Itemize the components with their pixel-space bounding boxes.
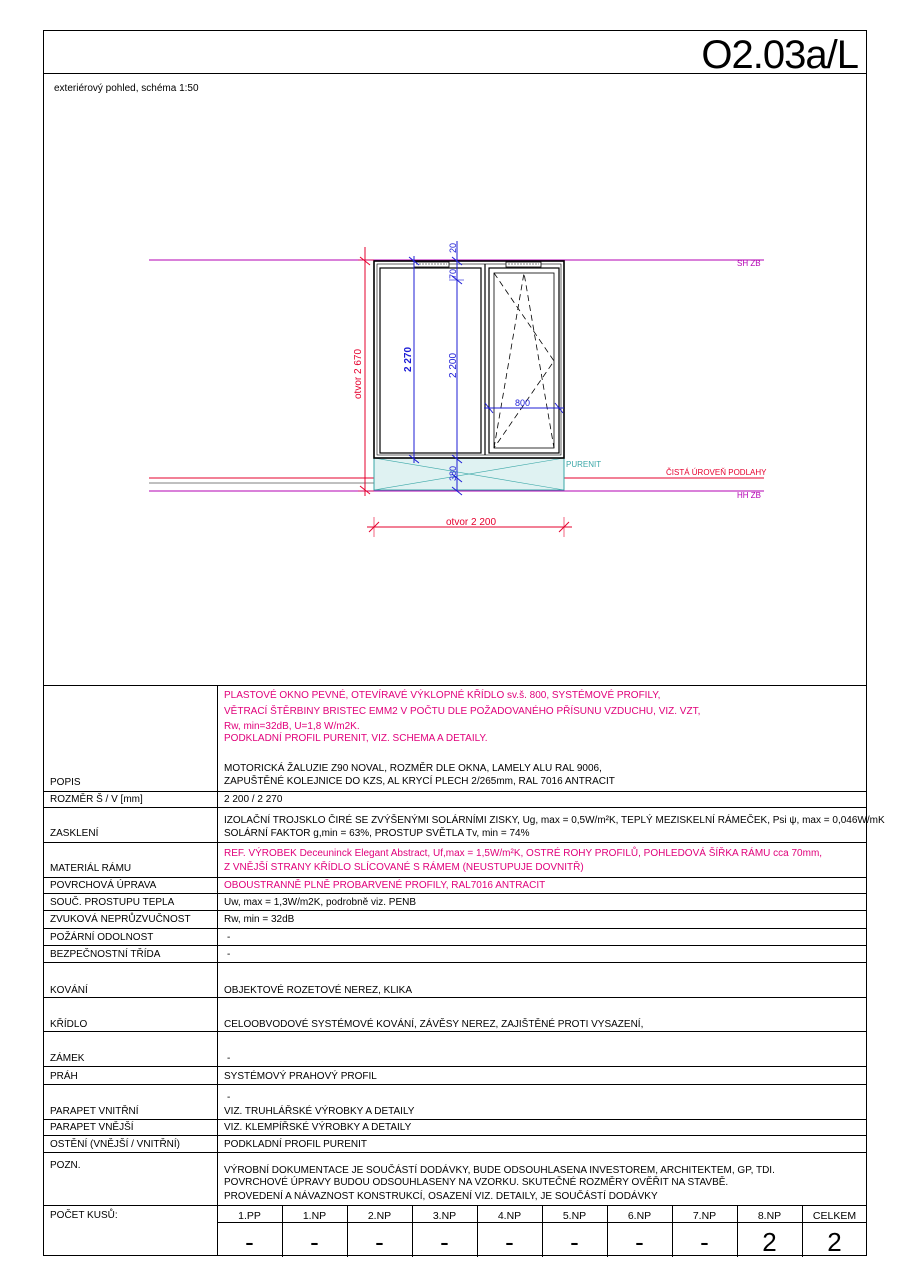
parapet-ve-value: VIZ. KLEMPÍŘSKÉ VÝROBKY A DETAILY (224, 1122, 412, 1133)
dim-2270: 2 270 (403, 346, 414, 372)
zaskleni-label: ZASKLENÍ (50, 828, 99, 839)
zamek-label: ZÁMEK (50, 1053, 85, 1064)
souc-value: Uw, max = 1,3W/m2K, podrobně viz. PENB (224, 897, 417, 908)
bezpec-value: - (227, 949, 231, 960)
floor-header: 1.PP (238, 1210, 261, 1222)
opening-width-label: otvor 2 200 (446, 517, 497, 528)
row-divider (44, 1031, 866, 1032)
pozar-label: POŽÁRNÍ ODOLNOST (50, 932, 154, 943)
row-divider (44, 877, 866, 878)
row-divider (44, 1205, 866, 1206)
floor-count: - (440, 1227, 449, 1257)
opening-height-label: otvor 2 670 (353, 348, 364, 399)
osteni-value: PODKLADNÍ PROFIL PURENIT (224, 1139, 367, 1150)
row-divider (44, 945, 866, 946)
sh-zb-label: SH ZB (737, 259, 761, 268)
floor-count: - (700, 1227, 709, 1257)
dim-800: 800 (515, 398, 531, 408)
floor-count: - (570, 1227, 579, 1257)
povrch-value: OBOUSTRANNĚ PLNĚ PROBARVENÉ PROFILY, RAL7016 ANTRACIT (224, 880, 546, 891)
material-label: MATERIÁL RÁMU (50, 863, 132, 874)
popis-label: POPIS (50, 777, 81, 788)
floor-count: - (310, 1227, 319, 1257)
pocet-label: POČET KUSŮ: (50, 1210, 118, 1221)
parapet-vn-label: PARAPET VNITŘNÍ (50, 1106, 139, 1117)
pozar-value: - (227, 932, 231, 943)
material-line-1: REF. VÝROBEK Deceuninck Elegant Abstract, Uf,max = 1,5W/m²K, OSTRÉ ROHY PROFILŮ, POHLEDOVÁ ŠÍŘKA RÁMU cca 70mm, (224, 848, 823, 859)
row-divider (44, 791, 866, 792)
row-divider (44, 997, 866, 998)
row-divider (44, 893, 866, 894)
row-divider (44, 842, 866, 843)
turn-symbol (494, 273, 554, 448)
pozn-label: POZN. (50, 1160, 81, 1171)
hh-zb-label: HH ZB (737, 491, 761, 500)
dim-380: 380 (448, 465, 458, 481)
dim-2200: 2 200 (448, 352, 459, 378)
fixed-pane (380, 268, 481, 453)
popis-line-4: PODKLADNÍ PROFIL PURENIT, VIZ. SCHEMA A DETAILY. (224, 733, 488, 744)
rozmer-value: 2 200 / 2 270 (224, 794, 283, 805)
row-divider (44, 962, 866, 963)
kovani-value: OBJEKTOVÉ ROZETOVÉ NEREZ, KLIKA (224, 985, 413, 996)
prah-label: PRÁH (50, 1071, 78, 1082)
souc-label: SOUČ. PROSTUPU TEPLA (50, 897, 175, 908)
bezpec-label: BEZPEČNOSTNÍ TŘÍDA (50, 949, 161, 960)
floor-header: CELKEM (812, 1210, 857, 1222)
floor-header: 4.NP (497, 1210, 522, 1222)
dim-20: 20 (448, 242, 458, 253)
kridlo-label: KŘÍDLO (50, 1019, 88, 1030)
floor-header: 6.NP (627, 1210, 652, 1222)
zvuk-value: Rw, min = 32dB (224, 914, 295, 925)
floor-count: 2 (762, 1227, 777, 1257)
floor-count: 2 (827, 1227, 842, 1257)
row-divider (44, 1084, 866, 1085)
floor-count: - (375, 1227, 384, 1257)
floor-label: ČISTÁ ÚROVEŇ PODLAHY (666, 468, 767, 477)
element-code: O2.03a/L (701, 33, 858, 77)
pozn-line-2: POVRCHOVÉ ÚPRAVY BUDOU ODSOUHLASENY NA VZORKU. SKUTEČNÉ ROZMĚRY OVĚŘIT NA STAVBĚ. (224, 1177, 729, 1188)
popis-line-3: Rw, min=32dB, U=1,8 W/m2K. (224, 721, 360, 732)
dim-70: 70 (448, 268, 458, 279)
floor-count: - (245, 1227, 254, 1257)
popis-line-1: PLASTOVÉ OKNO PEVNÉ, OTEVÍRAVÉ VÝKLOPNÉ KŘÍDLO sv.š. 800, SYSTÉMOVÉ PROFILY, (224, 690, 661, 701)
parapet-vn-value: VIZ. TRUHLÁŘSKÉ VÝROBKY A DETAILY (224, 1106, 415, 1117)
povrch-label: POVRCHOVÁ ÚPRAVA (50, 880, 157, 891)
floor-header: 5.NP (562, 1210, 587, 1222)
material-line-2: Z VNĚJŠÍ STRANY KŘÍDLO SLÍCOVANÉ S RÁMEM (NEUSTUPUJE DOVNITŘ) (224, 862, 584, 873)
floor-count: - (635, 1227, 644, 1257)
row-divider (44, 1066, 866, 1067)
zamek-value: - (227, 1053, 231, 1064)
floor-count: - (505, 1227, 514, 1257)
row-divider (44, 928, 866, 929)
vent-slot-left (414, 262, 449, 267)
floor-header: 1.NP (302, 1210, 327, 1222)
zaskleni-line-1: IZOLAČNÍ TROJSKLO ČIRÉ SE ZVÝŠENÝMI SOLÁRNÍMI ZISKY, Ug, max = 0,5W/m²K, TEPLÝ MEZISKELNÍ RÁMEČEK, Psi ψ, max = 0,046W/mK (224, 815, 885, 826)
floor-header: 2.NP (367, 1210, 392, 1222)
kovani-label: KOVÁNÍ (50, 985, 88, 996)
label-column-divider (217, 685, 218, 1256)
floor-header: 3.NP (432, 1210, 457, 1222)
pozn-line-3: PROVEDENÍ A NÁVAZNOST KONSTRUKCÍ, OSAZENÍ VIZ. DETAILY, JE SOUČÁSTÍ DODÁVKY (224, 1191, 658, 1202)
popis-line-5: MOTORICKÁ ŽALUZIE Z90 NOVAL, ROZMĚR DLE OKNA, LAMELY ALU RAL 9006, (224, 763, 602, 774)
row-divider (44, 1119, 866, 1120)
pozn-line-1: VÝROBNÍ DOKUMENTACE JE SOUČÁSTÍ DODÁVKY, BUDE ODSOUHLASENA INVESTOREM, ARCHITEKTEM, GP, TDI. (224, 1165, 775, 1176)
prah-value: SYSTÉMOVÝ PRAHOVÝ PROFIL (224, 1071, 377, 1082)
popis-line-2: VĚTRACÍ ŠTĚRBINY BRISTEC EMM2 V POČTU DLE POŽADOVANÉHO PŘÍSUNU VZDUCHU, VIZ. VZT, (224, 706, 701, 717)
window-elevation (44, 31, 868, 685)
parapet-vn-dash: - (227, 1092, 231, 1103)
zaskleni-line-2: SOLÁRNÍ FAKTOR g,min = 63%, PROSTUP SVĚTLA Tv, min = 74% (224, 828, 530, 839)
row-divider (44, 1152, 866, 1153)
drawing-caption: exteriérový pohled, schéma 1:50 (54, 83, 199, 94)
tilt-symbol (494, 273, 554, 448)
kridlo-value: CELOOBVODOVÉ SYSTÉMOVÉ KOVÁNÍ, ZÁVĚSY NEREZ, ZAJIŠTĚNÉ PROTI VYSAZENÍ, (224, 1019, 644, 1030)
drawing-sheet (43, 30, 885, 1257)
sash (489, 268, 559, 453)
popis-line-6: ZAPUŠTĚNÉ KOLEJNICE DO KZS, AL KRYCÍ PLECH 2/265mm, RAL 7016 ANTRACIT (224, 776, 615, 787)
table-top-border (44, 685, 866, 686)
zvuk-label: ZVUKOVÁ NEPRŮZVUČNOST (50, 914, 191, 925)
floor-header: 7.NP (692, 1210, 717, 1222)
rozmer-label: ROZMĚR Š / V [mm] (50, 794, 143, 805)
purenit-label: PURENIT (566, 460, 602, 469)
row-divider (44, 910, 866, 911)
row-divider (44, 807, 866, 808)
vent-slot-right (506, 262, 541, 267)
osteni-label: OSTĚNÍ (VNĚJŠÍ / VNITŘNÍ) (50, 1139, 181, 1150)
parapet-ve-label: PARAPET VNĚJŠÍ (50, 1122, 134, 1133)
floor-header: 8.NP (757, 1210, 782, 1222)
row-divider (44, 1135, 866, 1136)
